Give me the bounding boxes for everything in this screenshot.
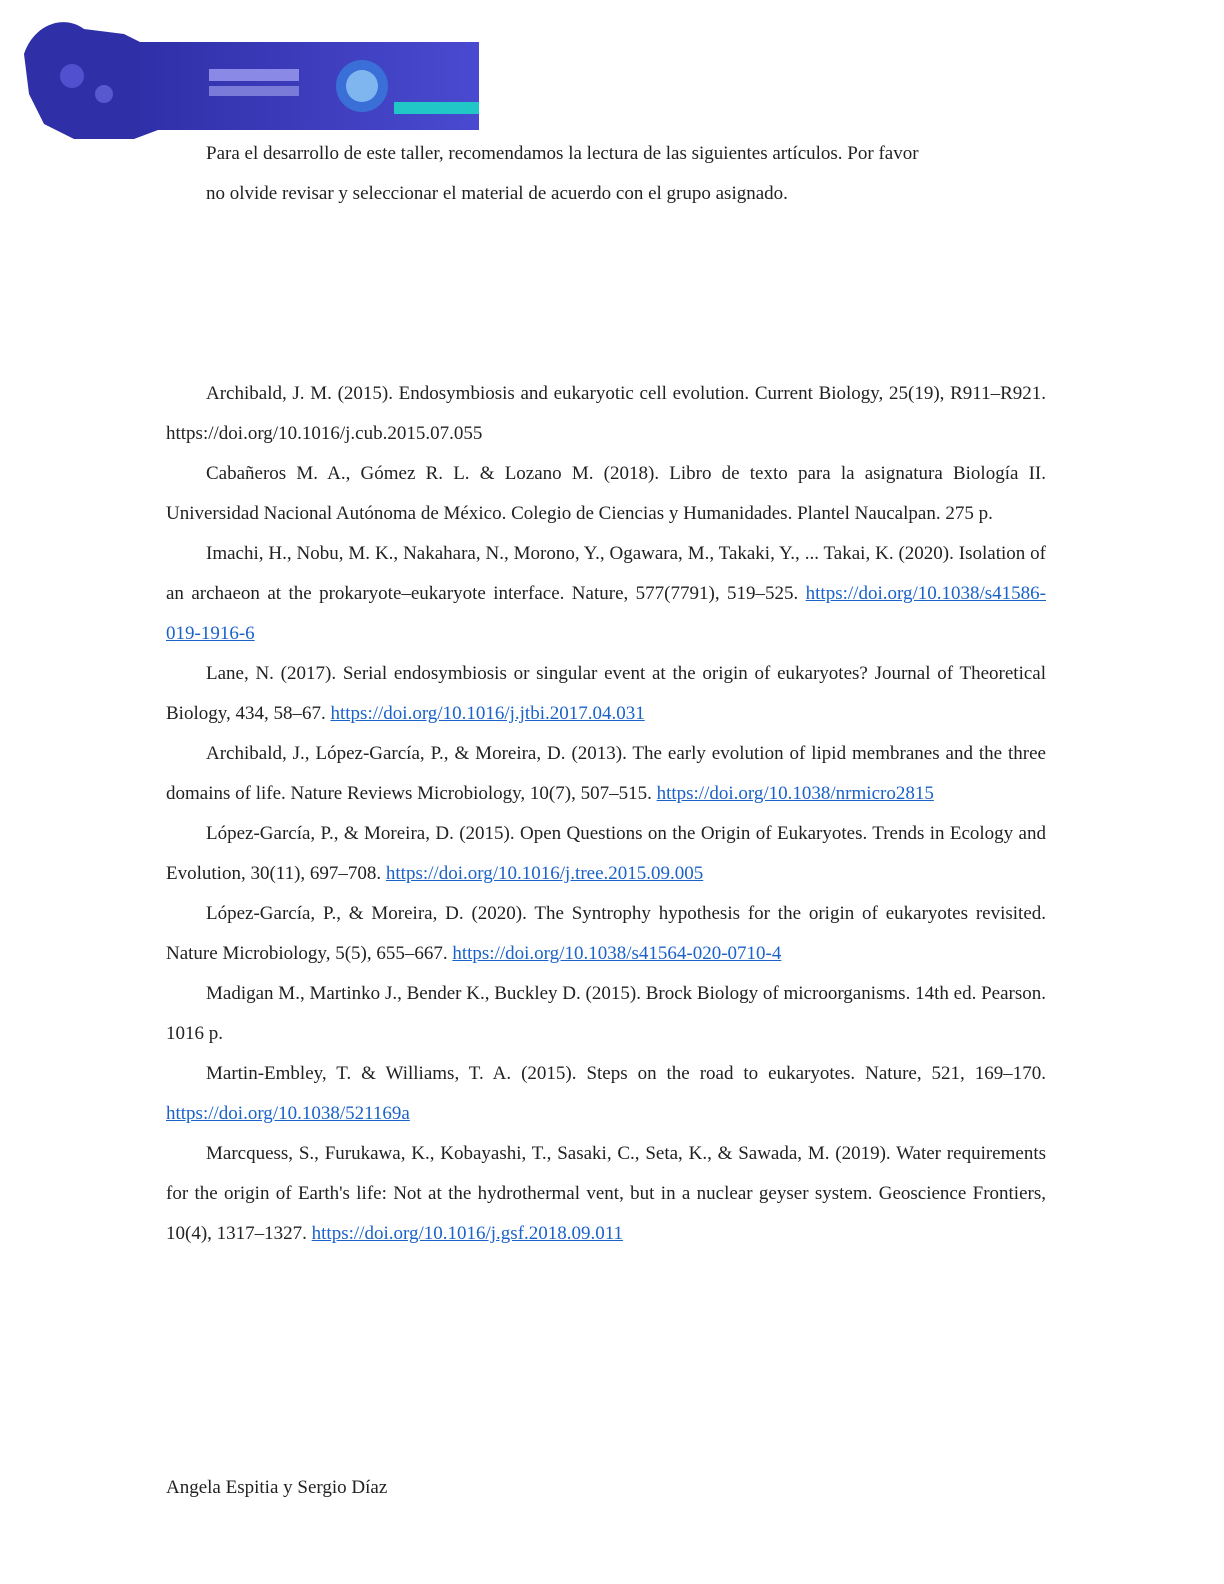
reference-link[interactable]: https://doi.org/10.1016/j.gsf.2018.09.011 [311, 1223, 624, 1244]
reference-item: Archibald, J. M. (2015). Endosymbiosis and eukaryotic cell evolution. Current Biology, 25(19), R911–R921. https://doi.org/10.1016/j.cub.2015.07.055 [166, 383, 1046, 444]
reference-link[interactable]: https://doi.org/10.1016/j.tree.2015.09.005 [385, 863, 704, 884]
reference-item: Martin-Embley, T. & Williams, T. A. (2015). Steps on the road to eukaryotes. Nature, 521, 169–170. https://doi.org/10.1038/521169a [166, 1063, 1046, 1124]
page-footer-authors: Angela Espitia y Sergio Díaz [166, 1477, 388, 1498]
reference-link[interactable]: https://doi.org/10.1038/nrmicro2815 [656, 783, 934, 804]
reference-link[interactable]: https://doi.org/10.1038/s41564-020-0710-4 [452, 943, 782, 964]
header-banner [14, 14, 484, 144]
reference-item: López-García, P., & Moreira, D. (2015). Open Questions on the Origin of Eukaryotes. Trends in Ecology and Evolution, 30(11), 697–708. https://doi.org/10.1016/j.tree.2015.09.005 [166, 823, 1046, 884]
reference-item: Cabañeros M. A., Gómez R. L. & Lozano M. (2018). Libro de texto para la asignatura Biología II. Universidad Nacional Autónoma de México. Colegio de Ciencias y Humanidades. Plantel Naucalpan. 275 p. [166, 463, 1046, 524]
reference-item: Lane, N. (2017). Serial endosymbiosis or singular event at the origin of eukaryotes? Journal of Theoretical Biology, 434, 58–67. https://doi.org/10.1016/j.jtbi.2017.04.031 [166, 663, 1046, 724]
reference-item: López-García, P., & Moreira, D. (2020). The Syntrophy hypothesis for the origin of eukaryotes revisited. Nature Microbiology, 5(5), 655–667. https://doi.org/10.1038/s41564-020-0710-4 [166, 903, 1046, 964]
reference-item: Archibald, J., López-García, P., & Moreira, D. (2013). The early evolution of lipid membranes and the three domains of life. Nature Reviews Microbiology, 10(7), 507–515. https://doi.org/10.1038/nrmicro2815 [166, 743, 1046, 804]
institution-banner-logo [14, 14, 484, 144]
intro-line-2: no olvide revisar y seleccionar el material de acuerdo con el grupo asignado. [206, 183, 788, 204]
reference-item: Madigan M., Martinko J., Bender K., Buckley D. (2015). Brock Biology of microorganisms. 14th ed. Pearson. 1016 p. [166, 983, 1046, 1044]
intro-paragraph [166, 134, 1046, 214]
reference-link[interactable]: https://doi.org/10.1038/s41586-019-1916-6 [166, 583, 1046, 644]
reference-link[interactable]: https://doi.org/10.1038/521169a [166, 1103, 410, 1124]
reference-link[interactable]: https://doi.org/10.1016/j.jtbi.2017.04.031 [330, 703, 645, 724]
reference-item: Imachi, H., Nobu, M. K., Nakahara, N., Morono, Y., Ogawara, M., Takaki, Y., ... Takai, K. (2020). Isolation of an archaeon at the prokaryote–eukaryote interface. Nature, 577(7791), 519–525. https://doi.org/10.1038/s41586-019-1916-6 [166, 543, 1046, 644]
references-list [166, 374, 1046, 1254]
reference-item: Marcquess, S., Furukawa, K., Kobayashi, T., Sasaki, C., Seta, K., & Sawada, M. (2019). Water requirements for the origin of Earth's life: Not at the hydrothermal vent, but in a nuclear geyser system. Geoscience Frontiers, 10(4), 1317–1327. https://doi.org/10.1016/j.gsf.2018.09.011 [166, 1143, 1046, 1244]
intro-line-1: Para el desarrollo de este taller, recomendamos la lectura de las siguientes artículos. Por favor [206, 143, 919, 164]
